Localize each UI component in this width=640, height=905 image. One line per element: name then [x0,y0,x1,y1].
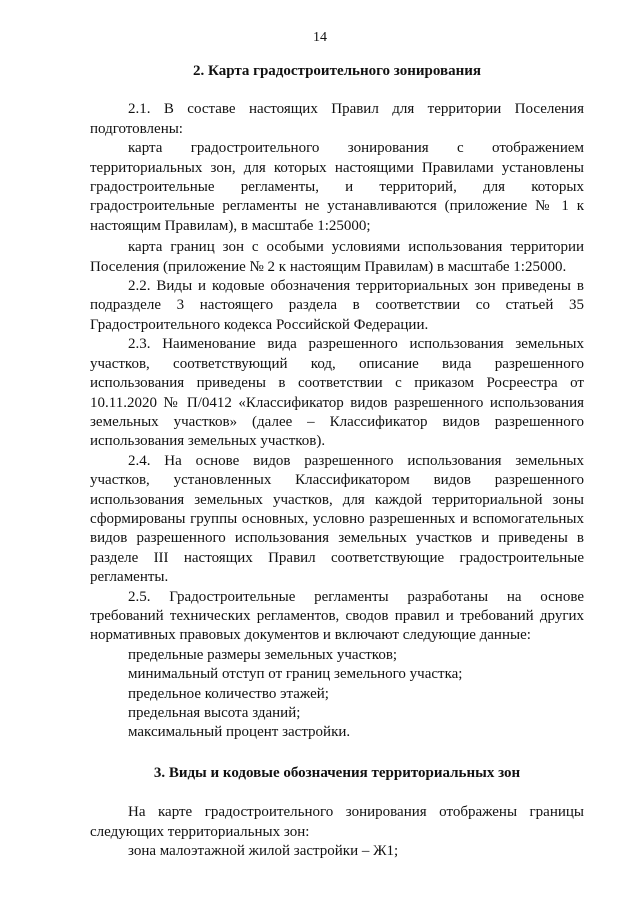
paragraph-2-4: 2.4. На основе видов разрешенного использования земельных участков, установленных Классификатором видов разрешенного использования земельных участков, для каждой территориальной зоны сформированы группы основных, условно разрешенных и вспомогательных видов разрешенного использования земельных участков и приведены в разделе III настоящих Правил соответствующие градостроительные регламенты. [90,452,584,586]
paragraph-2-2: 2.2. Виды и кодовые обозначения территориальных зон приведены в подразделе 3 настоящего раздела в соответствии со статьей 35 Градостроительного кодекса Российской Федерации. [90,278,584,333]
section-3-title: 3. Виды и кодовые обозначения территориальных зон [153,764,521,781]
list-item: предельное количество этажей; [128,685,329,702]
list-item: предельная высота зданий; [128,705,301,721]
list-item: зона малоэтажной жилой застройки – Ж1; [128,843,399,860]
list-item: предельные размеры земельных участков; [128,646,398,663]
list-item: минимальный отступ от границ земельного участка; [128,666,463,683]
document-body [90,62,584,861]
paragraph-2-5: 2.5. Градостроительные регламенты разработаны на основе требований технических регламентов, сводов правил и требований других нормативных правовых документов и включают следующие данные: [90,588,584,644]
paragraph-2-3: 2.3. Наименование вида разрешенного использования земельных участков, соответствующий код, описание вида разрешенного использования приведены в соответствии с приказом Росреестра от 10.11.2020 № П/0412 «Классификатор видов разрешенного использования земельных участков» (далее – Классификатор видов разрешенного использования земельных участков). [90,336,584,450]
paragraph-2-1: 2.1. В составе настоящих Правил для территории Поселения подготовлены: [90,101,584,137]
paragraph-zones-intro: На карте градостроительного зонирования отображены границы следующих территориальных зон: [90,804,584,840]
page-number: 14 [313,30,327,45]
section-2-title: 2. Карта градостроительного зонирования [193,63,481,79]
list-item: максимальный процент застройки. [128,724,351,741]
paragraph-special-zones-map: карта границ зон с особыми условиями использования территории Поселения (приложение № 2 к настоящим Правилам) в масштабе 1:25000. [90,239,584,275]
paragraph-zoning-map: карта градостроительного зонирования с отображением территориальных зон, для которых настоящими Правилами установлены градостроительные регламенты, и территорий, для которых градостроительные регламенты не устанавливаются (приложение № 1 к настоящим Правилам), в масштабе 1:25000; [90,140,584,234]
